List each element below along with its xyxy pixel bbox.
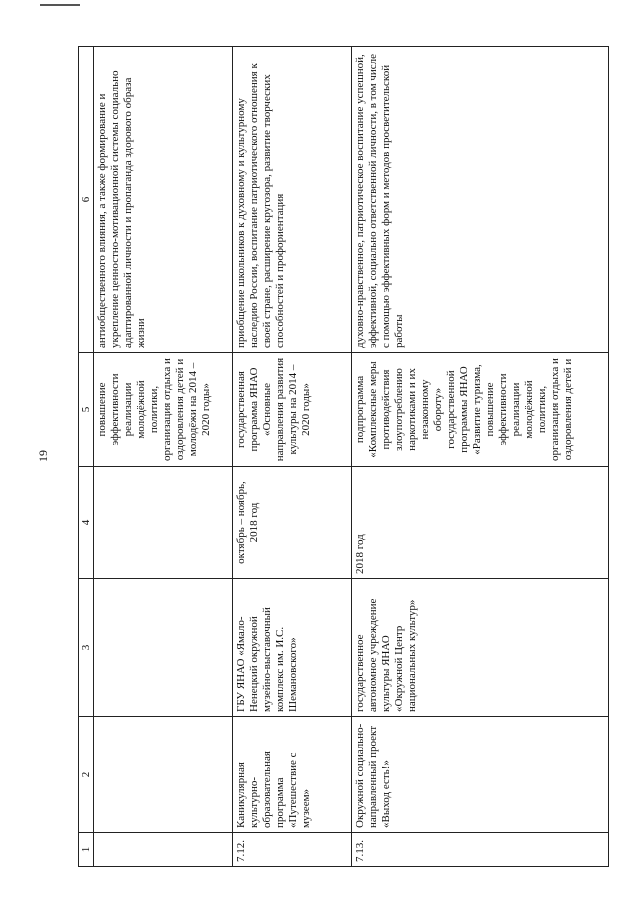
cell-executor: государственное автономное учреждение культуры ЯНАО «Окружной Центр национальных культур»: [352, 579, 609, 717]
cell-num: [94, 833, 233, 867]
cell-period: 2018 год: [352, 467, 609, 579]
cell-result: приобщение школьников к духовному и культурному наследию России, воспитание патриотического отношения к своей стране, расширение кругозора, развитие творческих способностей и профориентация: [233, 47, 352, 353]
header-row: [79, 47, 94, 867]
cell-program: государственная программа ЯНАО «Основные направления развития культуры на 2014 – 2020 годы»: [233, 353, 352, 467]
cell-name: Окружной социально-направленный проект «Выход есть!»: [352, 717, 609, 833]
cell-num: 7.13.: [352, 833, 609, 867]
cell-program: подпрограмма «Комплексные меры противодействия злоупотреблению наркотиками и их незаконному обороту» государственной программы ЯНАО «Развитие туризма, повышение эффективности реализации молодёжной политики, организация отдыха и оздоровления детей и: [352, 353, 609, 467]
header-col-6: 6: [79, 47, 94, 353]
cell-result: духовно-нравственное, патриотическое воспитание успешной, эффективной, социально ответственной личности, в том числе с помощью эффективных форм и методов просветительской работы: [352, 47, 609, 353]
cell-executor: [94, 579, 233, 717]
header-col-3: 3: [79, 579, 94, 717]
cell-num: 7.12.: [233, 833, 352, 867]
table-row-continuation: [94, 47, 233, 867]
cell-period: [94, 467, 233, 579]
rotated-table-container: [78, 47, 608, 867]
header-col-5: 5: [79, 353, 94, 467]
cell-name: [94, 717, 233, 833]
cell-executor: ГБУ ЯНАО «Ямало-Ненецкий окружной музейно-выставочный комплекс им. И.С. Шемановского»: [233, 579, 352, 717]
cell-result: антиобщественного влияния, а также формирование и укрепление ценностно-мотивационной системы социально адаптированной личности и пропаганда здорового образа жизни: [94, 47, 233, 353]
header-col-1: 1: [79, 833, 94, 867]
cell-name: Каникулярная культурно-образовательная программа «Путешествие с музеем»: [233, 717, 352, 833]
cell-period: октябрь – ноябрь, 2018 год: [233, 467, 352, 579]
events-table: [78, 46, 609, 867]
page-number: 19: [36, 450, 50, 462]
header-col-4: 4: [79, 467, 94, 579]
top-edge-mark: [40, 4, 80, 6]
table-row: [233, 47, 352, 867]
header-col-2: 2: [79, 717, 94, 833]
cell-program: повышение эффективности реализации молодёжной политики, организация отдыха и оздоровления детей и молодёжи на 2014 – 2020 годы»: [94, 353, 233, 467]
table-row: [352, 47, 609, 867]
